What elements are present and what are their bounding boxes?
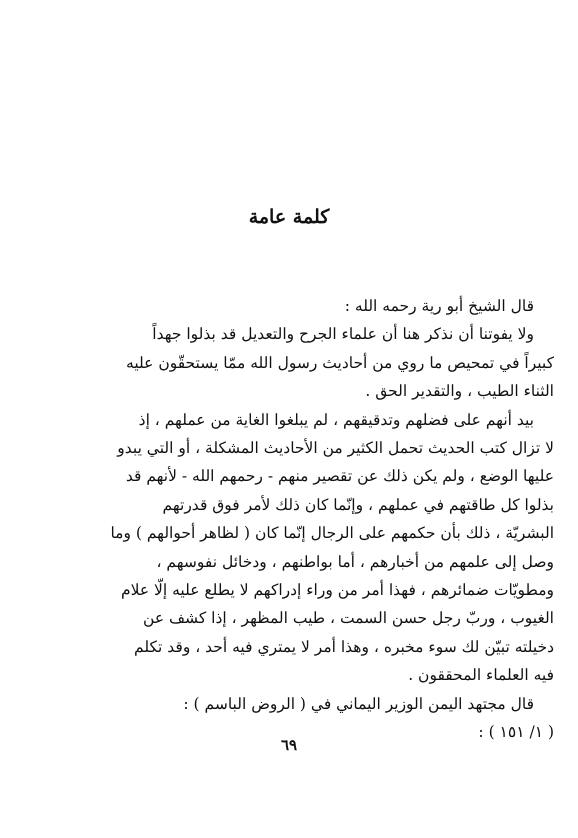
text-line: دخيلته تبيّن لك سوء مخبره ، وهذا أمر لا يمتري فيه أحد ، وقد تكلم [134, 637, 554, 656]
text-line: ( ١/ ١٥١ ) : [478, 723, 554, 742]
text-line: الثناء الطيب ، والتقدير الحق . [365, 382, 554, 401]
text-line: قال الشيخ أبو رية رحمه الله : [344, 297, 534, 315]
text-line: بيد أنهم على فضلهم وتدقيقهم ، لم يبلغوا الغاية من عملهم ، إذ [138, 410, 534, 429]
text-line: الغيوب ، وربّ رجل حسن السمت ، طيب المظهر ، إذا كشف عن [143, 609, 554, 628]
text-line: كبيراً في تمحيص ما روي من أحاديث رسول الله ممّا يستحقّون عليه [126, 353, 554, 372]
text-line: ولا يفوتنا أن نذكر هنا أن علماء الجرح والتعديل قد بذلوا جهداً [152, 325, 534, 344]
section-title: كلمة عامة [248, 206, 330, 228]
text-line: عليها الوضع ، ولم يكن ذلك عن تقصير منهم - رحمهم الله - لأنهم قد [125, 467, 554, 486]
text-line: قال مجتهد اليمن الوزير اليماني في ( الروض الباسم ) : [183, 694, 534, 713]
body-text [42, 292, 554, 747]
text-line: البشريّة ، ذلك بأن حكمهم على الرجال إنّما كان ( لظاهر أحوالهم ) وما [110, 524, 554, 543]
text-line: وصل إلى علمهم من أخبارهم ، أما بواطنهم ، ودخائل نفوسهم ، [156, 552, 554, 571]
text-line: فيه العلماء المحققون . [408, 666, 554, 685]
page-number: ٦٩ [280, 736, 298, 754]
text-line: بذلوا كل طاقتهم في عملهم ، وإنّما كان ذلك لأمر فوق قدرتهم [162, 495, 554, 514]
text-line: ومطويّات ضمائرهم ، فهذا أمر من وراء إدراكهم لا يطلع عليه إلّا علام [121, 581, 554, 600]
text-line: لا تزال كتب الحديث تحمل الكثير من الأحاديث المشكلة ، أو التي يبدو [117, 439, 554, 458]
